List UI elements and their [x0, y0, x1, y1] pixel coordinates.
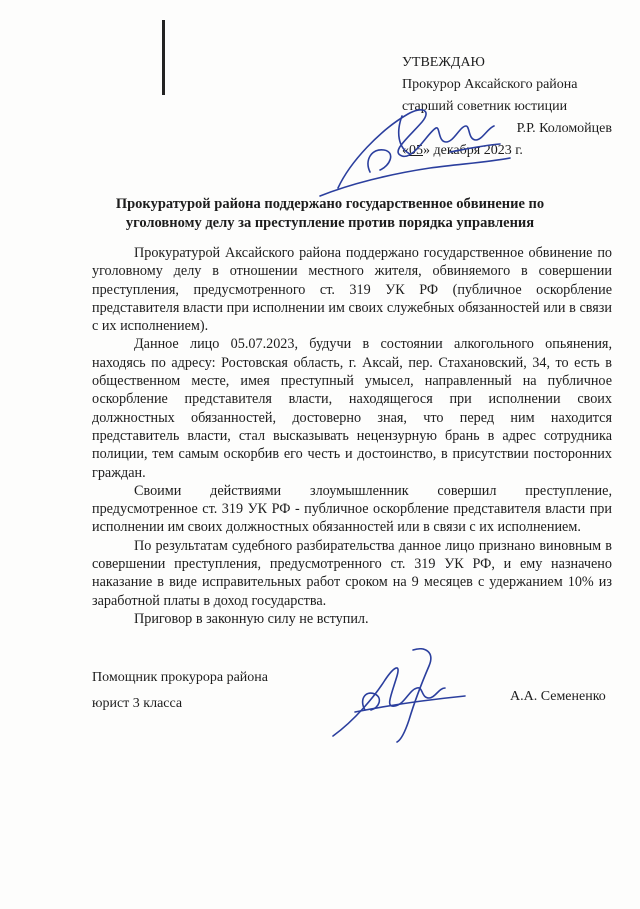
approval-position-line2: старший советник юстиции	[402, 99, 568, 114]
body-paragraph: Своими действиями злоумышленник совершил преступление, предусмотренное ст. 319 УК РФ - публичное оскорбление представителя власти при исполнении им своих должностных обязанностей или в связи с их исполнением.	[92, 482, 612, 536]
signatory-position	[92, 665, 268, 717]
approval-date-day: 05	[409, 143, 423, 158]
signatory-signature-icon	[325, 640, 475, 745]
document-title-line2: уголовному делу за преступление против порядка управления	[125, 215, 535, 231]
approval-date-rest: » декабря 2023 г.	[423, 143, 523, 158]
signatory-position-line2: юрист 3 класса	[92, 696, 183, 711]
approval-signature-icon	[310, 92, 520, 202]
approval-date-quote: «	[402, 143, 409, 158]
body-paragraph: Данное лицо 05.07.2023, будучи в состоянии алкогольного опьянения, находясь по адресу: Ростовская область, г. Аксай, пер. Стахановский, 34, то есть в общественном месте, имея преступный умысел, направленный на публичное оскорбление представителя власти, находящегося при исполнении своих должностных обязанностей, достоверно зная, что перед ним находится представитель власти, стал высказывать нецензурную брань в адрес сотрудника полиции, тем самым оскорбив его честь и достоинство, в присутствии посторонних граждан.	[92, 336, 612, 481]
document-title-line1: Прокуратурой района поддержано государственное обвинение по	[115, 196, 545, 212]
approval-name: Р.Р. Коломойцев	[516, 121, 612, 136]
document-title	[95, 195, 565, 233]
body-paragraph: Прокуратурой Аксайского района поддержано государственное обвинение по уголовному делу в отношении местного жителя, обвиняемого в совершении преступления, предусмотренного ст. 319 УК РФ (публичное оскорбление представителя власти при исполнении им своих служебных обязанностей или в связи с их исполнением).	[92, 245, 612, 335]
body-paragraph: Приговор в законную силу не вступил.	[134, 610, 369, 627]
document-body	[92, 244, 612, 628]
signatory-name: А.А. Семененко	[510, 689, 606, 704]
approval-heading: УТВЕЖДАЮ	[402, 55, 485, 70]
signatory-position-line1: Помощник прокурора района	[92, 670, 268, 685]
body-paragraph: По результатам судебного разбирательства данное лицо признано виновным в совершении преступления, предусмотренного ст. 319 УК РФ, и ему назначено наказание в виде исправительных работ сроком на 9 месяцев с удержанием 10% из заработной платы в доход государства.	[92, 537, 612, 609]
approval-position-line1: Прокурор Аксайского района	[402, 77, 578, 92]
margin-rule	[162, 20, 165, 95]
